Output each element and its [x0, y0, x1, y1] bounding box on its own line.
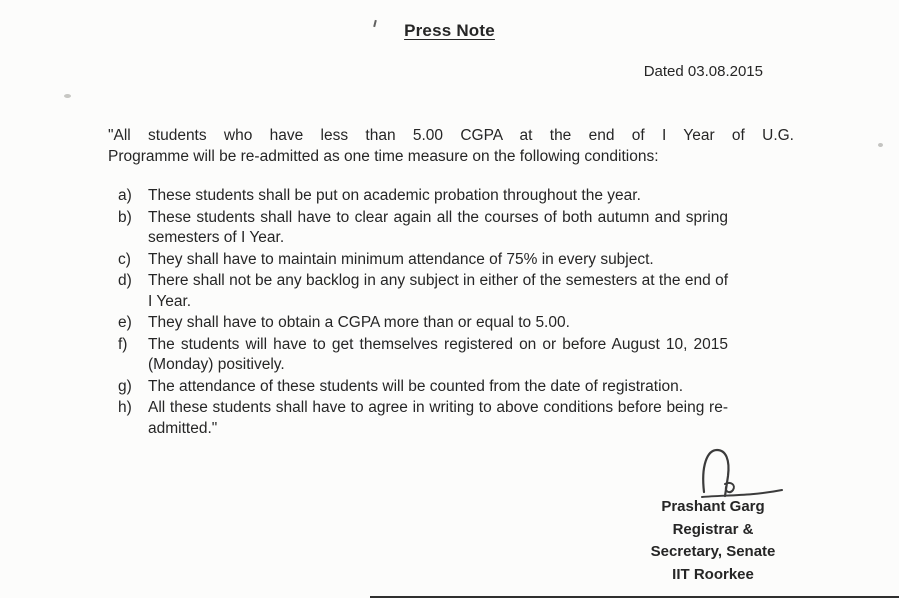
condition-text: They shall have to obtain a CGPA more than or equal to 5.00.: [148, 314, 570, 331]
condition-text: These students shall have to clear again all the courses of both autumn and spring semesters of I Year.: [148, 208, 728, 246]
scan-artifact: [64, 94, 71, 98]
intro-line-1: "All students who have less than 5.00 CGPA at the end of I Year of U.G.: [108, 127, 794, 144]
condition-label: d): [118, 272, 132, 289]
signature-block: [615, 496, 811, 586]
signatory-name: Prashant Garg: [661, 498, 765, 515]
condition-label: h): [118, 399, 132, 416]
condition-item: [118, 186, 728, 207]
condition-item: [118, 271, 728, 312]
intro-paragraph: [108, 125, 794, 167]
handwritten-signature-icon: [690, 446, 788, 498]
condition-text: These students shall be put on academic probation throughout the year.: [148, 187, 641, 204]
page-title: [0, 21, 899, 41]
date-line: Dated 03.08.2015: [643, 63, 763, 80]
condition-text: All these students shall have to agree in writing to above conditions before being re-admitted.": [148, 399, 728, 437]
condition-label: e): [118, 314, 132, 331]
condition-label: f): [118, 335, 128, 353]
condition-text: They shall have to maintain minimum attendance of 75% in every subject.: [148, 250, 654, 268]
condition-label: c): [118, 250, 131, 268]
signatory-role-secretary: Secretary, Senate: [650, 543, 776, 560]
condition-label: g): [118, 377, 132, 395]
signatory-institute: IIT Roorkee: [672, 565, 754, 583]
condition-item: [118, 398, 728, 439]
condition-item: [118, 335, 728, 376]
page-title-text: Press Note: [404, 21, 495, 40]
condition-item: [118, 208, 728, 249]
condition-text: There shall not be any backlog in any subject in either of the semesters at the end of I Year.: [148, 272, 728, 310]
condition-text: The attendance of these students will be counted from the date of registration.: [148, 377, 684, 395]
condition-item: [118, 313, 728, 334]
scan-artifact: [878, 143, 883, 147]
intro-line-2: Programme will be re-admitted as one time measure on the following conditions:: [108, 148, 659, 165]
condition-text: The students will have to get themselves registered on or before August 10, 2015 (Monday) positively.: [148, 335, 728, 373]
condition-label: b): [118, 208, 132, 226]
signatory-role-registrar: Registrar &: [672, 520, 754, 538]
conditions-list: [118, 186, 728, 440]
condition-item: [118, 250, 728, 271]
condition-label: a): [118, 187, 132, 204]
condition-item: [118, 377, 728, 398]
